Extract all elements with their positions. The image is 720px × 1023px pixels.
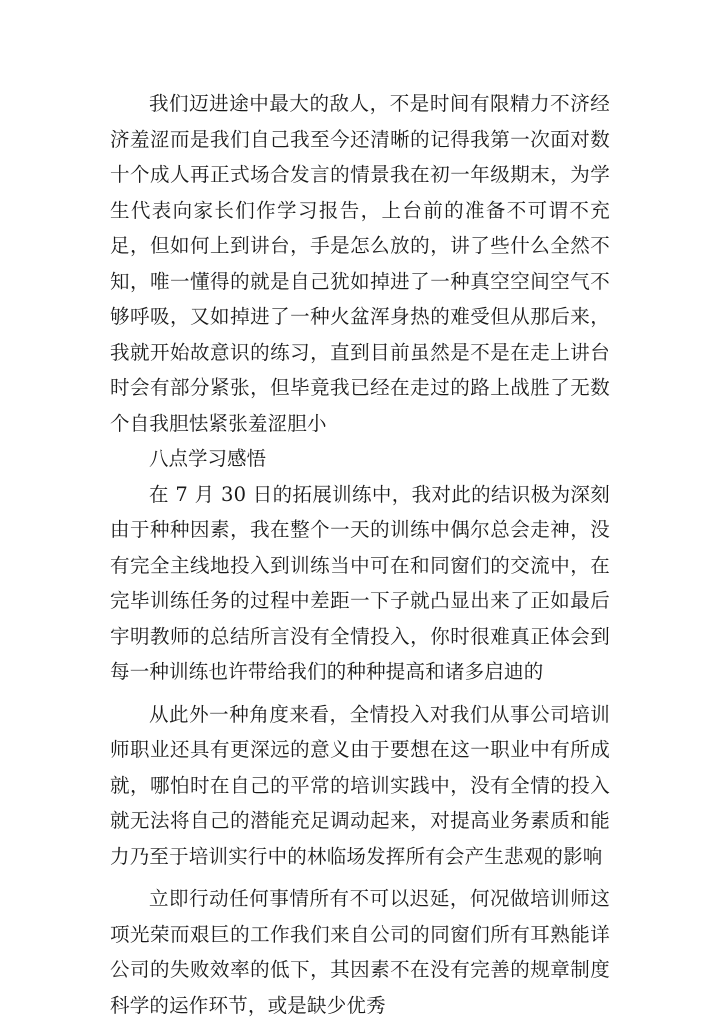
section-heading: 八点学习感悟 (149, 447, 267, 470)
document-page (110, 86, 610, 1023)
paragraph-immediate-action: 立即行动任何事情所有不可以迟延，何况做培训师这项光荣而艰巨的工作我们来自公司的同窗们所有耳熟能详公司的失败效率的低下，其因素不在没有完善的规章制度科学的运作环节，或是缺少优秀 (110, 887, 610, 1017)
paragraph-full-commitment: 从此外一种角度来看，全情投入对我们从事公司培训师职业还具有更深远的意义由于要想在这一职业中有所成就，哪怕时在自己的平常的培训实践中，没有全情的投入就无法将自己的潜能充足调动起来，对提高业务素质和能力乃至于培训实行中的林临场发挥所有会产生悲观的影响 (110, 702, 610, 868)
paragraph-training: 在 7 月 30 日的拓展训练中，我对此的结识极为深刻由于种种因素，我在整个一天的训练中偶尔总会走神，没有完全主线地投入到训练当中可在和同窗们的交流中，在完毕训练任务的过程中差距一下子就凸显出来了正如最后宇明教师的总结所言没有全情投入，你时很难真正体会到每一种训练也许带给我们的种种提高和诸多启迪的 (110, 482, 610, 683)
paragraph-obstacles: 我们迈进途中最大的敌人，不是时间有限精力不济经济羞涩而是我们自己我至今还清晰的记得我第一次面对数十个成人再正式场合发言的情景我在初一年级期末，为学生代表向家长们作学习报告，上台前的准备不可谓不充足，但如何上到讲台，手是怎么放的，讲了些什么全然不知，唯一懂得的就是自己犹如掉进了一种真空空间空气不够呼吸，又如掉进了一种火盆浑身热的难受但从那后来，我就开始故意识的练习，直到目前虽然是不是在走上讲台时会有部分紧张，但毕竟我已经在走过的路上战胜了无数个自我胆怯紧张羞涩胆小 (110, 92, 610, 435)
